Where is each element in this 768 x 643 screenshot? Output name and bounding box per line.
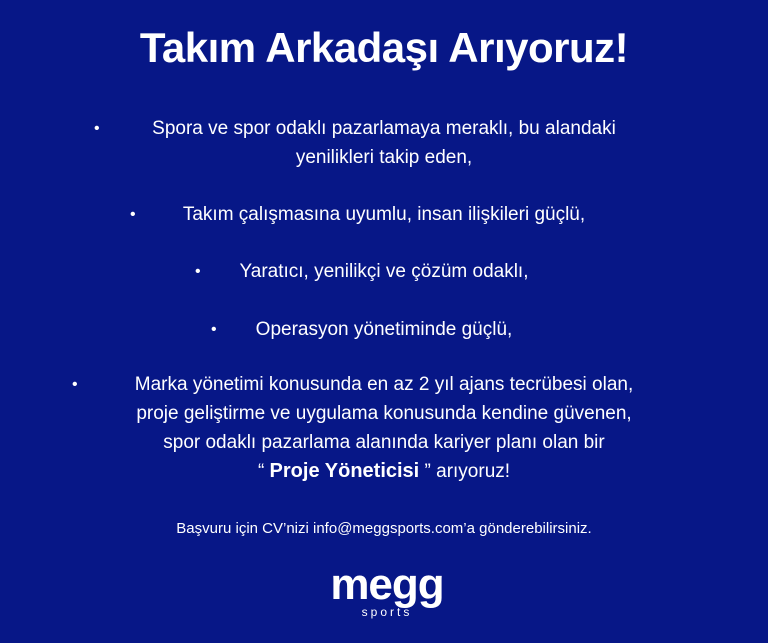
- requirement-4-line-1: Operasyon yönetiminde güçlü,: [255, 319, 513, 340]
- requirement-1-line-1: Spora ve spor odaklı pazarlamaya meraklı, bu alandaki: [152, 118, 616, 139]
- brand-name: megg: [330, 560, 444, 609]
- requirement-2-line-1: Takım çalışmasına uyumlu, insan ilişkileri güçlü,: [182, 204, 586, 225]
- bullet: •: [211, 321, 217, 338]
- requirement-2: [40, 200, 728, 229]
- requirement-4: [40, 315, 728, 344]
- quote-close: ”: [424, 461, 431, 482]
- requirement-3: [40, 257, 728, 286]
- brand-subtitle: sports: [361, 605, 413, 619]
- brand-logo: [312, 560, 462, 626]
- contact-info: Başvuru için CV’nizi info@meggsports.com’a gönderebilirsiniz.: [176, 520, 592, 537]
- bullet: •: [130, 206, 136, 223]
- requirement-5-line-1: Marka yönetimi konusunda en az 2 yıl ajans tecrübesi olan,: [134, 374, 634, 395]
- requirement-3-line-1: Yaratıcı, yenilikçi ve çözüm odaklı,: [239, 261, 529, 282]
- requirement-5: [40, 370, 728, 486]
- closing-suffix: arıyoruz!: [436, 461, 511, 482]
- requirement-5-line-3: spor odaklı pazarlama alanında kariyer planı olan bir: [163, 432, 605, 453]
- requirement-1-line-2: yenilikleri takip eden,: [295, 147, 473, 168]
- quote-open: “: [257, 461, 265, 482]
- page-title: Takım Arkadaşı Arıyoruz!: [139, 24, 629, 71]
- role-title: Proje Yöneticisi: [269, 460, 420, 482]
- bullet: •: [72, 376, 78, 393]
- requirement-1: [40, 114, 728, 172]
- bullet: •: [195, 263, 201, 280]
- requirement-5-closing: [40, 457, 728, 486]
- requirement-5-line-2: proje geliştirme ve uygulama konusunda kendine güvenen,: [136, 403, 632, 424]
- bullet: •: [94, 120, 100, 137]
